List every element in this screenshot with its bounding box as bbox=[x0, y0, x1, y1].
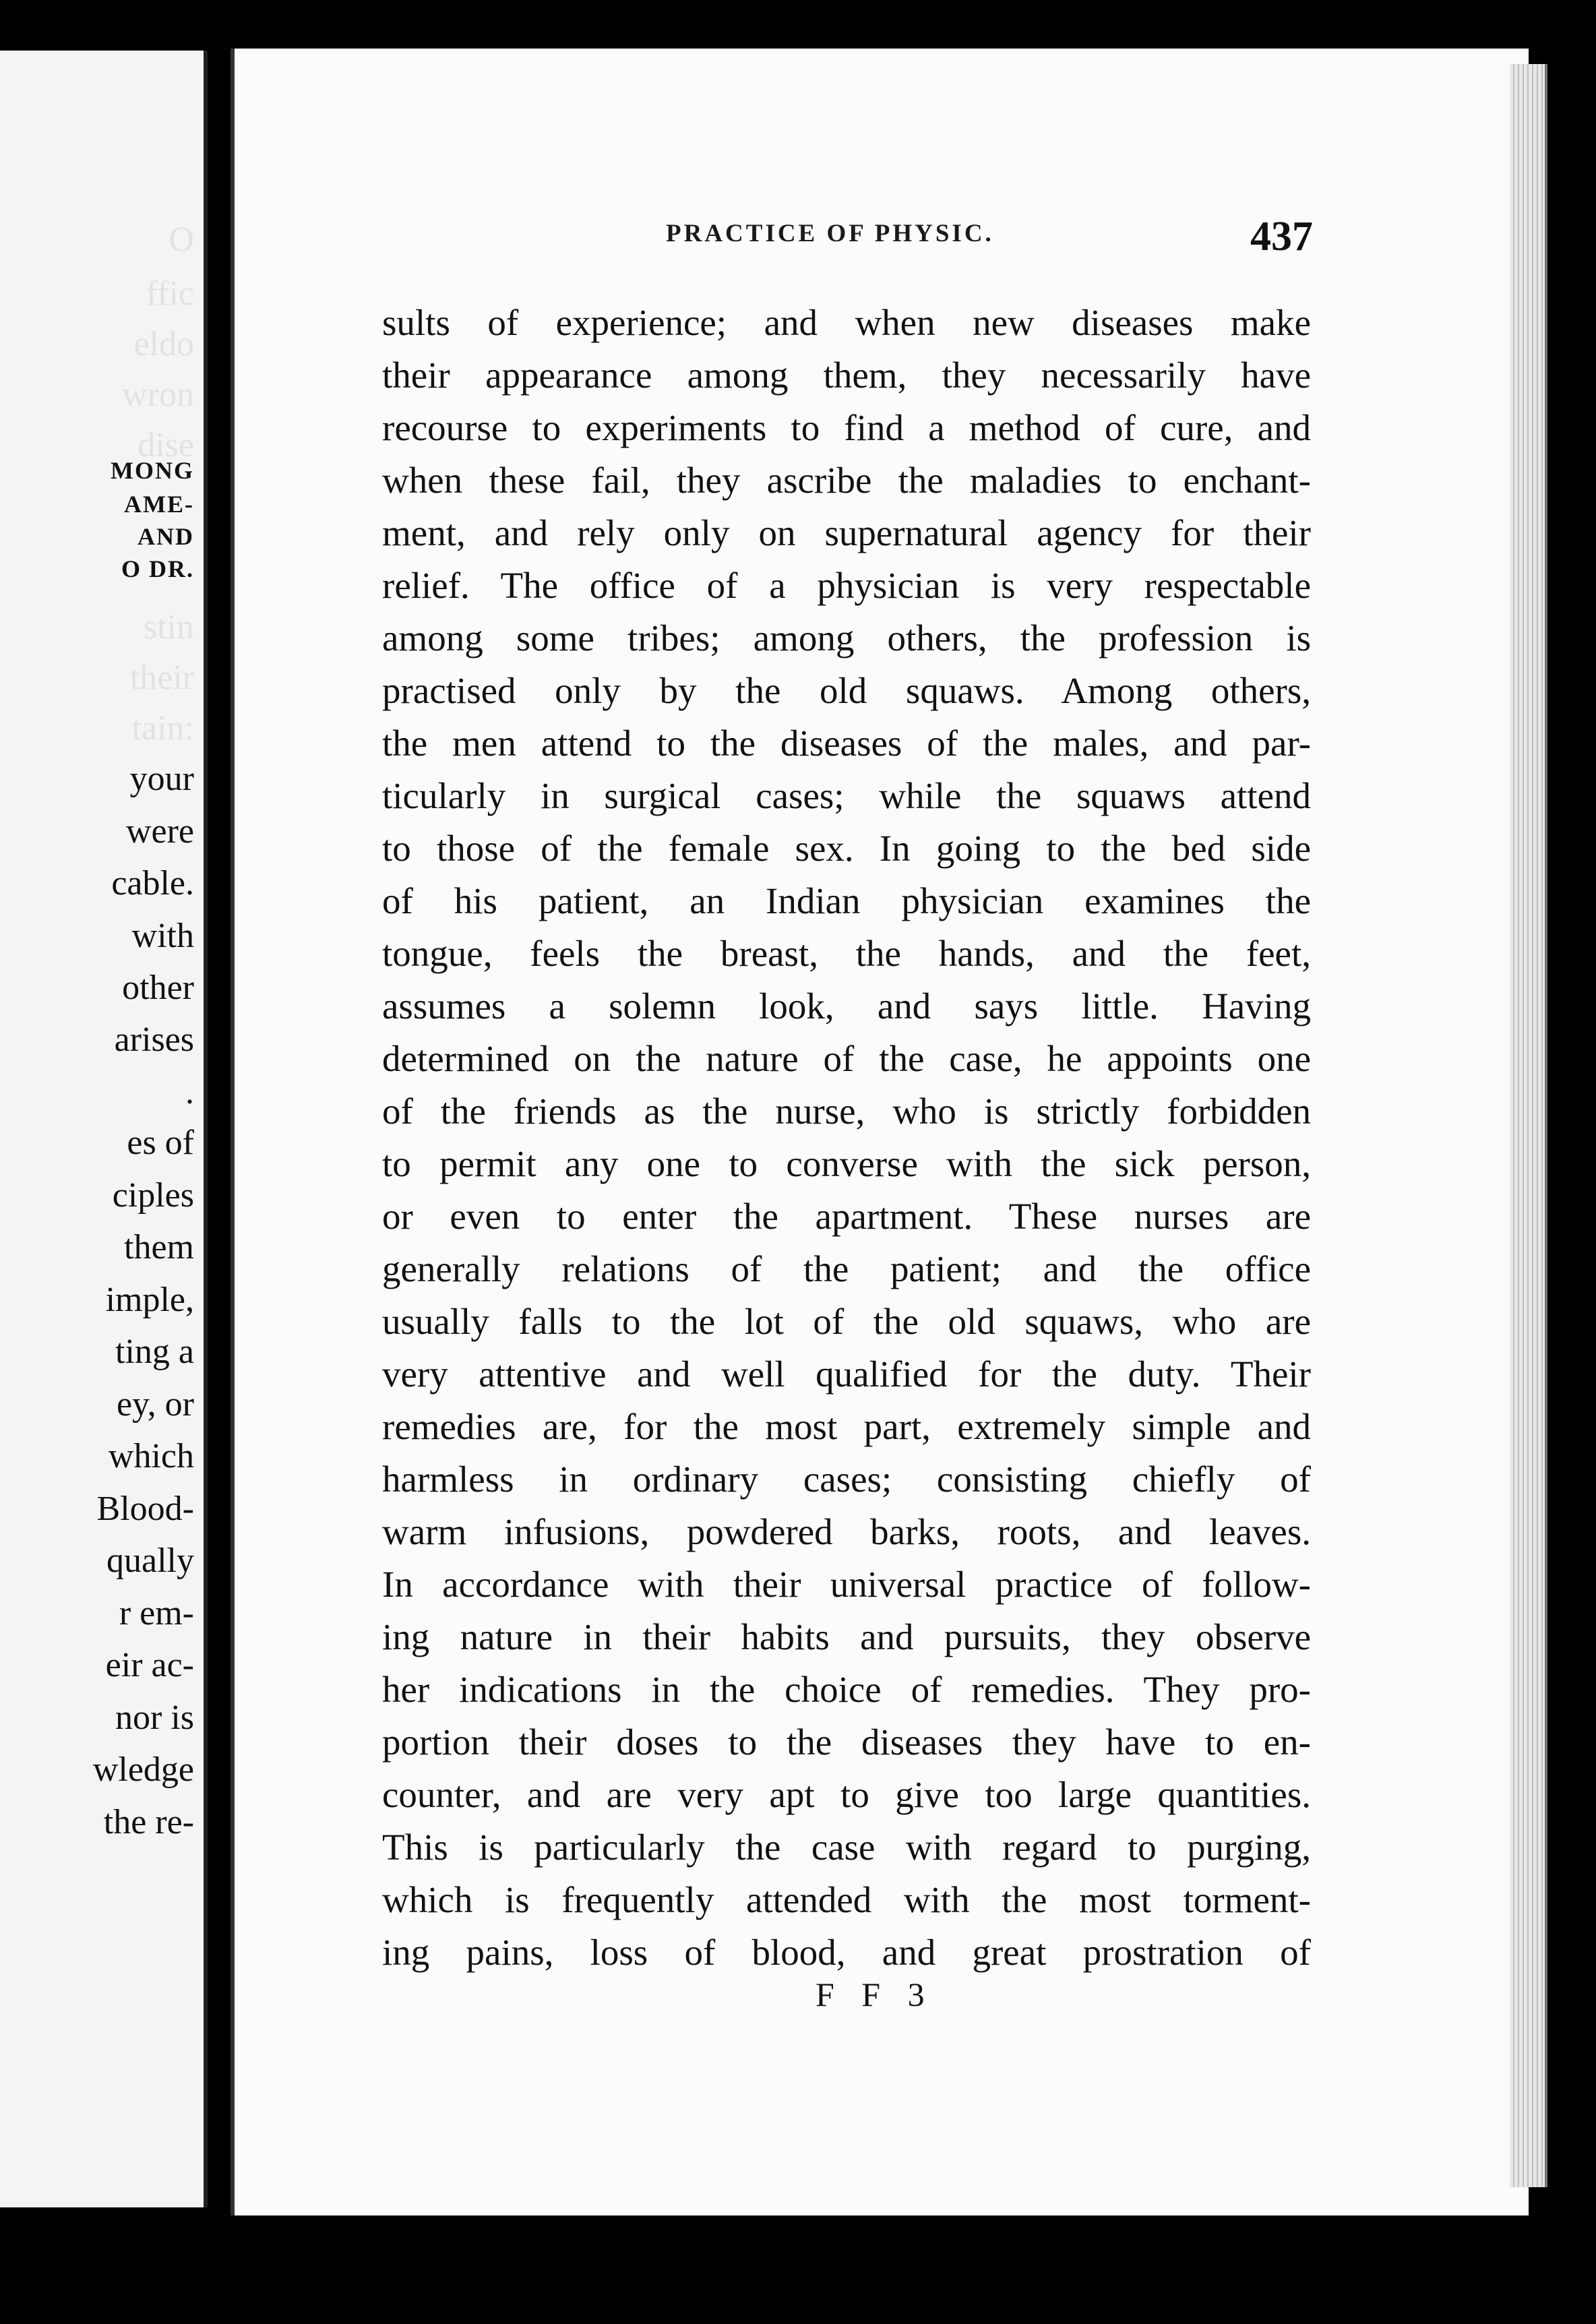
facing-page-line: arises bbox=[114, 1020, 194, 1059]
facing-page-line: O DR. bbox=[121, 555, 194, 582]
text-line: of his patient, an Indian physician examines the bbox=[382, 880, 1311, 921]
facing-page-line: were bbox=[125, 812, 194, 851]
text-line: of the friends as the nurse, who is strictly forbidden bbox=[382, 1091, 1311, 1132]
text-line: determined on the nature of the case, he appoints one bbox=[382, 1038, 1311, 1079]
facing-page-line: their bbox=[129, 659, 194, 697]
text-line: generally relations of the patient; and the office bbox=[382, 1248, 1311, 1289]
signature-mark: F F 3 bbox=[816, 1976, 934, 2013]
facing-page-line: eir ac- bbox=[105, 1646, 194, 1684]
facing-page-line: . bbox=[185, 1073, 194, 1111]
text-line: among some tribes; among others, the profession is bbox=[382, 617, 1311, 659]
text-line: usually falls to the lot of the old squaws, who are bbox=[382, 1301, 1311, 1342]
facing-page-line: with bbox=[131, 917, 194, 955]
text-line: harmless in ordinary cases; consisting chiefly of bbox=[382, 1459, 1311, 1500]
text-line: ing pains, loss of blood, and great prostration of bbox=[382, 1932, 1311, 1973]
facing-page-line: ting a bbox=[115, 1333, 194, 1371]
facing-page-line: wledge bbox=[92, 1750, 194, 1789]
text-line: the men attend to the diseases of the males, and par- bbox=[382, 723, 1311, 764]
facing-page-line: ciples bbox=[112, 1176, 194, 1215]
text-line: ticularly in surgical cases; while the squaws attend bbox=[382, 775, 1311, 816]
facing-page-line: stin bbox=[143, 608, 194, 646]
text-line: her indications in the choice of remedies. They pro- bbox=[382, 1669, 1311, 1710]
text-line: to permit any one to converse with the sick person, bbox=[382, 1143, 1311, 1184]
text-line: their appearance among them, they necessarily have bbox=[382, 355, 1311, 396]
text-line: sults of experience; and when new diseases make bbox=[382, 302, 1311, 343]
facing-page-line: the re- bbox=[103, 1803, 194, 1841]
facing-page-line: ey, or bbox=[116, 1385, 194, 1424]
text-line: ment, and rely only on supernatural agency for their bbox=[382, 512, 1311, 553]
text-line: warm infusions, powdered barks, roots, and leaves. bbox=[382, 1511, 1311, 1552]
facing-page-line: which bbox=[108, 1437, 194, 1475]
text-line: practised only by the old squaws. Among others, bbox=[382, 670, 1311, 711]
text-line: which is frequently attended with the most torment- bbox=[382, 1879, 1311, 1920]
text-line: recourse to experiments to find a method of cure, and bbox=[382, 407, 1311, 448]
facing-page-line: eldo bbox=[133, 325, 194, 363]
facing-page-line: nor is bbox=[115, 1699, 194, 1737]
text-line: ing nature in their habits and pursuits, they observe bbox=[382, 1616, 1311, 1657]
text-line: counter, and are very apt to give too large quantities. bbox=[382, 1774, 1311, 1815]
facing-page-line: O bbox=[168, 220, 194, 259]
facing-page-line: cable. bbox=[111, 864, 194, 903]
text-line: relief. The office of a physician is very respectable bbox=[382, 565, 1311, 606]
body-text bbox=[382, 297, 1311, 1979]
facing-page-line: AME- bbox=[124, 491, 194, 518]
facing-page-line: Blood- bbox=[96, 1490, 194, 1528]
text-line: when these fail, they ascribe the maladies to enchant- bbox=[382, 460, 1311, 501]
running-head: PRACTICE OF PHYSIC. bbox=[666, 220, 994, 247]
facing-page-line: wron bbox=[122, 375, 194, 414]
text-line: to those of the female sex. In going to the bed side bbox=[382, 828, 1311, 869]
page-edge bbox=[1510, 64, 1547, 2187]
facing-page-line: es of bbox=[127, 1124, 194, 1162]
facing-page-line: ffic bbox=[146, 274, 194, 313]
text-line: or even to enter the apartment. These nurses are bbox=[382, 1196, 1311, 1237]
facing-page-line: your bbox=[129, 760, 194, 798]
facing-page-line: tain: bbox=[131, 709, 194, 747]
facing-page-line: them bbox=[124, 1228, 194, 1266]
text-line: portion their doses to the diseases they have to en- bbox=[382, 1721, 1311, 1763]
facing-page-line: MONG bbox=[111, 457, 194, 484]
text-line: remedies are, for the most part, extremely simple and bbox=[382, 1406, 1311, 1447]
facing-page-fragment bbox=[0, 51, 208, 2207]
facing-page-line: imple, bbox=[105, 1281, 194, 1319]
page-number: 437 bbox=[1250, 214, 1313, 259]
text-line: This is particularly the case with regard to purging, bbox=[382, 1827, 1311, 1868]
text-line: In accordance with their universal practice of follow- bbox=[382, 1564, 1311, 1605]
facing-page-line: r em- bbox=[119, 1594, 194, 1632]
text-line: tongue, feels the breast, the hands, and the feet, bbox=[382, 933, 1311, 974]
facing-page-line: dise bbox=[137, 426, 194, 464]
text-line: very attentive and well qualified for the duty. Their bbox=[382, 1353, 1311, 1395]
facing-page-line: other bbox=[122, 969, 194, 1007]
facing-page-line: qually bbox=[106, 1541, 194, 1580]
text-line: assumes a solemn look, and says little. Having bbox=[382, 985, 1311, 1027]
facing-page-line: AND bbox=[137, 523, 194, 550]
